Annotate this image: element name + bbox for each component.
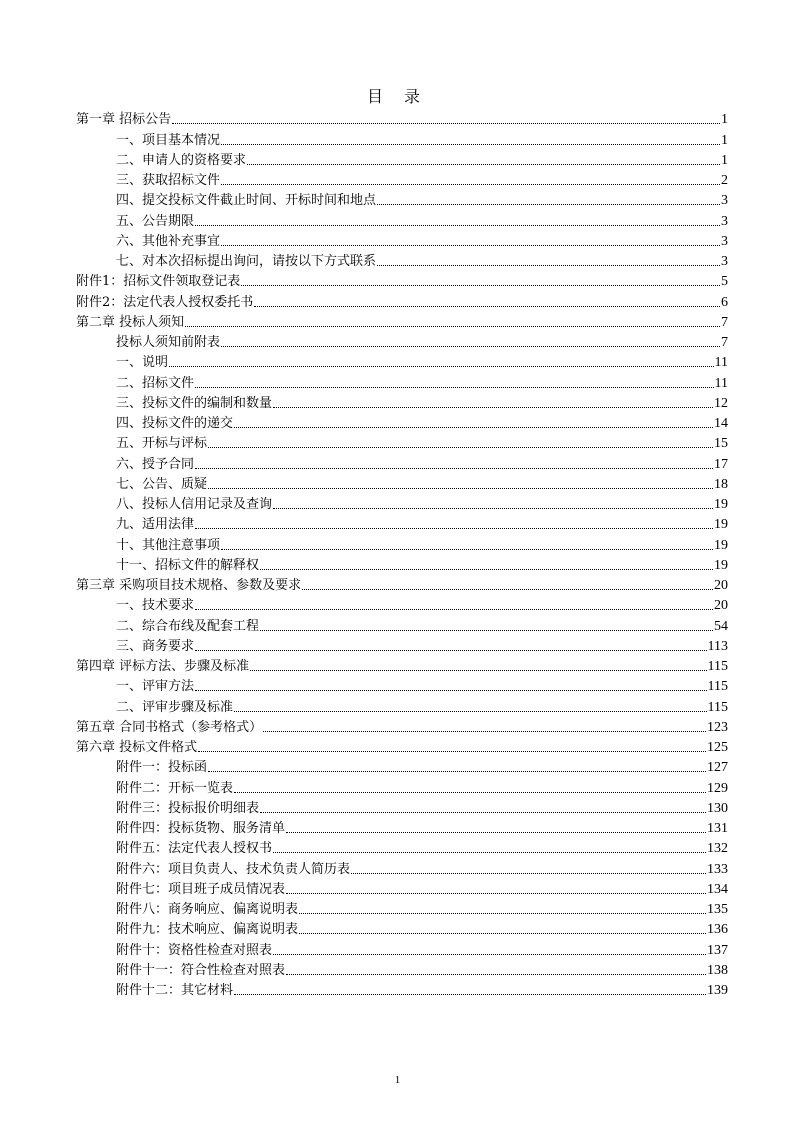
toc-entry-page: 127 — [707, 760, 728, 776]
toc-entry[interactable] — [76, 635, 728, 655]
toc-entry-label: 附件八：商务响应、偏离说明表 — [116, 902, 299, 917]
toc-entry[interactable] — [76, 675, 728, 695]
toc-leader-dots — [286, 893, 706, 894]
toc-entry[interactable] — [76, 452, 728, 472]
toc-leader-dots — [299, 933, 706, 934]
toc-entry-page: 14 — [714, 416, 728, 431]
toc-entry[interactable] — [76, 979, 728, 999]
toc-entry-label: 第二章 投标人须知 — [76, 314, 185, 330]
toc-entry[interactable] — [76, 371, 728, 391]
toc-leader-dots — [208, 771, 706, 772]
toc-entry-label: 附件1：招标文件领取登记表 — [76, 274, 241, 290]
toc-leader-dots — [195, 650, 707, 651]
toc-entry[interactable] — [76, 695, 728, 715]
toc-entry[interactable] — [76, 817, 728, 837]
toc-leader-dots — [221, 245, 720, 246]
toc-entry-page: 3 — [721, 213, 728, 229]
toc-entry[interactable] — [76, 149, 728, 169]
toc-leader-dots — [260, 630, 713, 631]
toc-entry-label: 投标人须知前附表 — [116, 335, 221, 350]
toc-leader-dots — [286, 974, 706, 975]
toc-entry-label: 第六章 投标文件格式 — [76, 740, 198, 755]
toc-entry-page: 1 — [721, 132, 728, 148]
toc-entry-page: 123 — [707, 719, 728, 735]
toc-entry[interactable] — [76, 392, 728, 412]
toc-entry-page: 12 — [714, 395, 728, 411]
toc-entry-label: 七、公告、质疑 — [116, 476, 208, 492]
page-number: 1 — [394, 1074, 401, 1086]
toc-entry-label: 九、适用法律 — [116, 517, 195, 533]
toc-entry-label: 第五章 合同书格式（参考格式） — [76, 719, 263, 735]
toc-entry-page: 3 — [721, 254, 728, 269]
toc-entry-page: 20 — [714, 578, 728, 593]
toc-entry-label: 十一、招标文件的解释权 — [116, 557, 260, 573]
toc-entry-label: 二、综合布线及配套工程 — [116, 618, 260, 634]
toc-entry[interactable] — [76, 250, 728, 270]
toc-entry-label: 十、其他注意事项 — [116, 537, 221, 553]
toc-entry-page: 3 — [721, 193, 728, 209]
toc-entry-page: 11 — [714, 375, 728, 391]
toc-entry-page: 17 — [714, 456, 728, 472]
toc-leader-dots — [195, 528, 713, 529]
toc-entry-page: 136 — [707, 922, 728, 938]
toc-entry-page: 20 — [714, 598, 728, 614]
toc-entry-label: 附件十二：其它材料 — [116, 983, 234, 998]
toc-entry-page: 115 — [707, 659, 728, 674]
toc-entry-page: 133 — [707, 861, 728, 877]
toc-leader-dots — [221, 144, 720, 145]
toc-leader-dots — [377, 265, 720, 266]
toc-entry-page: 11 — [714, 355, 728, 371]
toc-entry-page: 115 — [707, 679, 728, 695]
toc-leader-dots — [195, 225, 720, 226]
toc-entry-page: 113 — [707, 638, 728, 654]
toc-entry[interactable] — [76, 594, 728, 614]
toc-entry-label: 四、投标文件的递交 — [116, 416, 234, 431]
toc-entry[interactable] — [76, 574, 728, 594]
toc-entry-page: 138 — [707, 962, 728, 978]
toc-leader-dots — [302, 589, 713, 590]
toc-leader-dots — [273, 852, 706, 853]
toc-leader-dots — [250, 670, 706, 671]
toc-entry-label: 二、评审步骤及标准 — [116, 699, 234, 715]
toc-entry[interactable] — [76, 797, 728, 817]
toc-entry[interactable] — [76, 493, 728, 513]
toc-leader-dots — [273, 407, 713, 408]
toc-entry-label: 五、公告期限 — [116, 213, 195, 229]
toc-entry[interactable] — [76, 938, 728, 958]
toc-entry[interactable] — [76, 331, 728, 351]
toc-entry-label: 附件十一：符合性检查对照表 — [116, 962, 286, 978]
toc-entry[interactable] — [76, 230, 728, 250]
toc-entry[interactable] — [76, 412, 728, 432]
toc-leader-dots — [208, 447, 713, 448]
toc-leader-dots — [247, 164, 720, 165]
toc-entry[interactable] — [76, 857, 728, 877]
toc-entry-label: 三、获取招标文件 — [116, 173, 221, 188]
toc-entry-label: 附件七：项目班子成员情况表 — [116, 881, 286, 897]
toc-entry-page: 125 — [707, 740, 728, 755]
toc-leader-dots — [260, 569, 713, 570]
toc-entry-label: 一、项目基本情况 — [116, 132, 221, 148]
toc-entry-page: 1 — [721, 152, 728, 168]
toc-entry[interactable] — [76, 311, 728, 331]
toc-entry[interactable] — [76, 736, 728, 756]
toc-leader-dots — [299, 913, 706, 914]
toc-leader-dots — [234, 711, 707, 712]
toc-entry-page: 129 — [707, 780, 728, 796]
toc-entry-label: 附件一：投标函 — [116, 760, 208, 776]
toc-entry[interactable] — [76, 898, 728, 918]
toc-entry-label: 三、商务要求 — [116, 638, 195, 654]
toc-entry[interactable] — [76, 290, 728, 310]
toc-leader-dots — [208, 488, 713, 489]
toc-entry[interactable] — [76, 189, 728, 209]
toc-entry-label: 附件四：投标货物、服务清单 — [116, 821, 286, 836]
toc-entry-label: 附件十：资格性检查对照表 — [116, 942, 273, 958]
toc-entry-page: 18 — [714, 476, 728, 492]
toc-entry-label: 第一章 招标公告 — [76, 112, 172, 128]
toc-leader-dots — [198, 751, 706, 752]
toc-entry-label: 五、开标与评标 — [116, 436, 208, 452]
toc-entry-page: 19 — [714, 517, 728, 533]
toc-entry-label: 六、授予合同 — [116, 456, 195, 472]
toc-entry[interactable] — [76, 432, 728, 452]
toc-entry-label: 附件九：技术响应、偏离说明表 — [116, 922, 299, 938]
toc-leader-dots — [254, 306, 720, 307]
toc-entry[interactable] — [76, 554, 728, 574]
toc-leader-dots — [286, 832, 706, 833]
toc-entry[interactable] — [76, 959, 728, 979]
toc-entry-label: 二、招标文件 — [116, 375, 195, 391]
toc-leader-dots — [241, 285, 720, 286]
toc-entry-page: 3 — [721, 233, 728, 249]
toc-entry[interactable] — [76, 533, 728, 553]
toc-entry[interactable] — [76, 108, 728, 128]
toc-leader-dots — [234, 427, 713, 428]
toc-leader-dots — [195, 468, 713, 469]
toc-entry-page: 137 — [707, 942, 728, 958]
toc-entry-label: 附件三：投标报价明细表 — [116, 800, 260, 816]
toc-leader-dots — [221, 549, 713, 550]
toc-leader-dots — [260, 812, 706, 813]
toc-entry-label: 附件二：开标一览表 — [116, 780, 234, 796]
toc-entry-page: 115 — [707, 699, 728, 715]
toc-leader-dots — [195, 609, 713, 610]
toc-leader-dots — [195, 387, 714, 388]
toc-entry[interactable] — [76, 756, 728, 776]
toc-entry-page: 19 — [714, 557, 728, 573]
toc-entry[interactable] — [76, 169, 728, 189]
toc-entry-label: 一、技术要求 — [116, 598, 195, 614]
toc-entry[interactable] — [76, 128, 728, 148]
toc-entry[interactable] — [76, 513, 728, 533]
toc-leader-dots — [234, 994, 706, 995]
toc-leader-dots — [263, 731, 706, 732]
toc-entry-page: 5 — [721, 274, 728, 290]
toc-entry[interactable] — [76, 776, 728, 796]
toc-entry-page: 6 — [721, 294, 728, 310]
toc-leader-dots — [351, 873, 706, 874]
toc-entry[interactable] — [76, 270, 728, 290]
toc-leader-dots — [234, 792, 706, 793]
toc-entry-page: 134 — [707, 881, 728, 897]
toc-leader-dots — [273, 508, 713, 509]
toc-leader-dots — [195, 690, 707, 691]
toc-leader-dots — [377, 204, 720, 205]
toc-entry-label: 一、评审方法 — [116, 679, 195, 695]
toc-entry[interactable] — [76, 716, 728, 736]
toc-entry[interactable] — [76, 614, 728, 634]
toc-entry-label: 第三章 采购项目技术规格、参数及要求 — [76, 578, 302, 593]
toc-entry-label: 二、申请人的资格要求 — [116, 152, 247, 168]
toc-leader-dots — [273, 954, 706, 955]
toc-leader-dots — [169, 366, 714, 367]
toc-entry-page: 7 — [721, 335, 728, 350]
toc-entry-page: 139 — [707, 983, 728, 998]
toc-entry-label: 六、其他补充事宜 — [116, 233, 221, 249]
toc-entry-page: 2 — [721, 173, 728, 188]
toc-entry-page: 135 — [707, 902, 728, 917]
toc-entry[interactable] — [76, 351, 728, 371]
toc-leader-dots — [185, 326, 720, 327]
toc-leader-dots — [221, 346, 720, 347]
toc-entry-page: 131 — [707, 821, 728, 836]
toc-entry[interactable] — [76, 209, 728, 229]
toc-entry-page: 132 — [707, 841, 728, 857]
toc-entry-page: 54 — [714, 618, 728, 634]
toc-entry-label: 三、投标文件的编制和数量 — [116, 395, 273, 411]
toc-entry-label: 附件2：法定代表人授权委托书 — [76, 294, 254, 310]
toc-entry-page: 130 — [707, 800, 728, 816]
toc-entry-page: 15 — [714, 436, 728, 452]
toc-entry-label: 第四章 评标方法、步骤及标准 — [76, 659, 250, 674]
toc-entry-label: 一、说明 — [116, 355, 169, 371]
toc-entry-page: 19 — [714, 497, 728, 512]
toc-entry[interactable] — [76, 918, 728, 938]
toc-leader-dots — [172, 123, 720, 124]
toc-entry[interactable] — [76, 655, 728, 675]
table-of-contents — [76, 108, 728, 999]
toc-entry-page: 19 — [714, 537, 728, 553]
toc-entry[interactable] — [76, 878, 728, 898]
toc-entry[interactable] — [76, 837, 728, 857]
toc-entry-page: 1 — [721, 112, 728, 128]
toc-entry-label: 八、投标人信用记录及查询 — [116, 497, 273, 512]
toc-entry-label: 四、提交投标文件截止时间、开标时间和地点 — [116, 193, 377, 209]
toc-entry-page: 7 — [721, 314, 728, 330]
page-title: 目 录 — [366, 87, 429, 106]
toc-leader-dots — [221, 184, 720, 185]
toc-entry-label: 附件五：法定代表人授权书 — [116, 841, 273, 857]
toc-entry-label: 附件六：项目负责人、技术负责人简历表 — [116, 861, 351, 877]
toc-entry-label: 七、对本次招标提出询问，请按以下方式联系 — [116, 254, 377, 269]
toc-entry[interactable] — [76, 473, 728, 493]
